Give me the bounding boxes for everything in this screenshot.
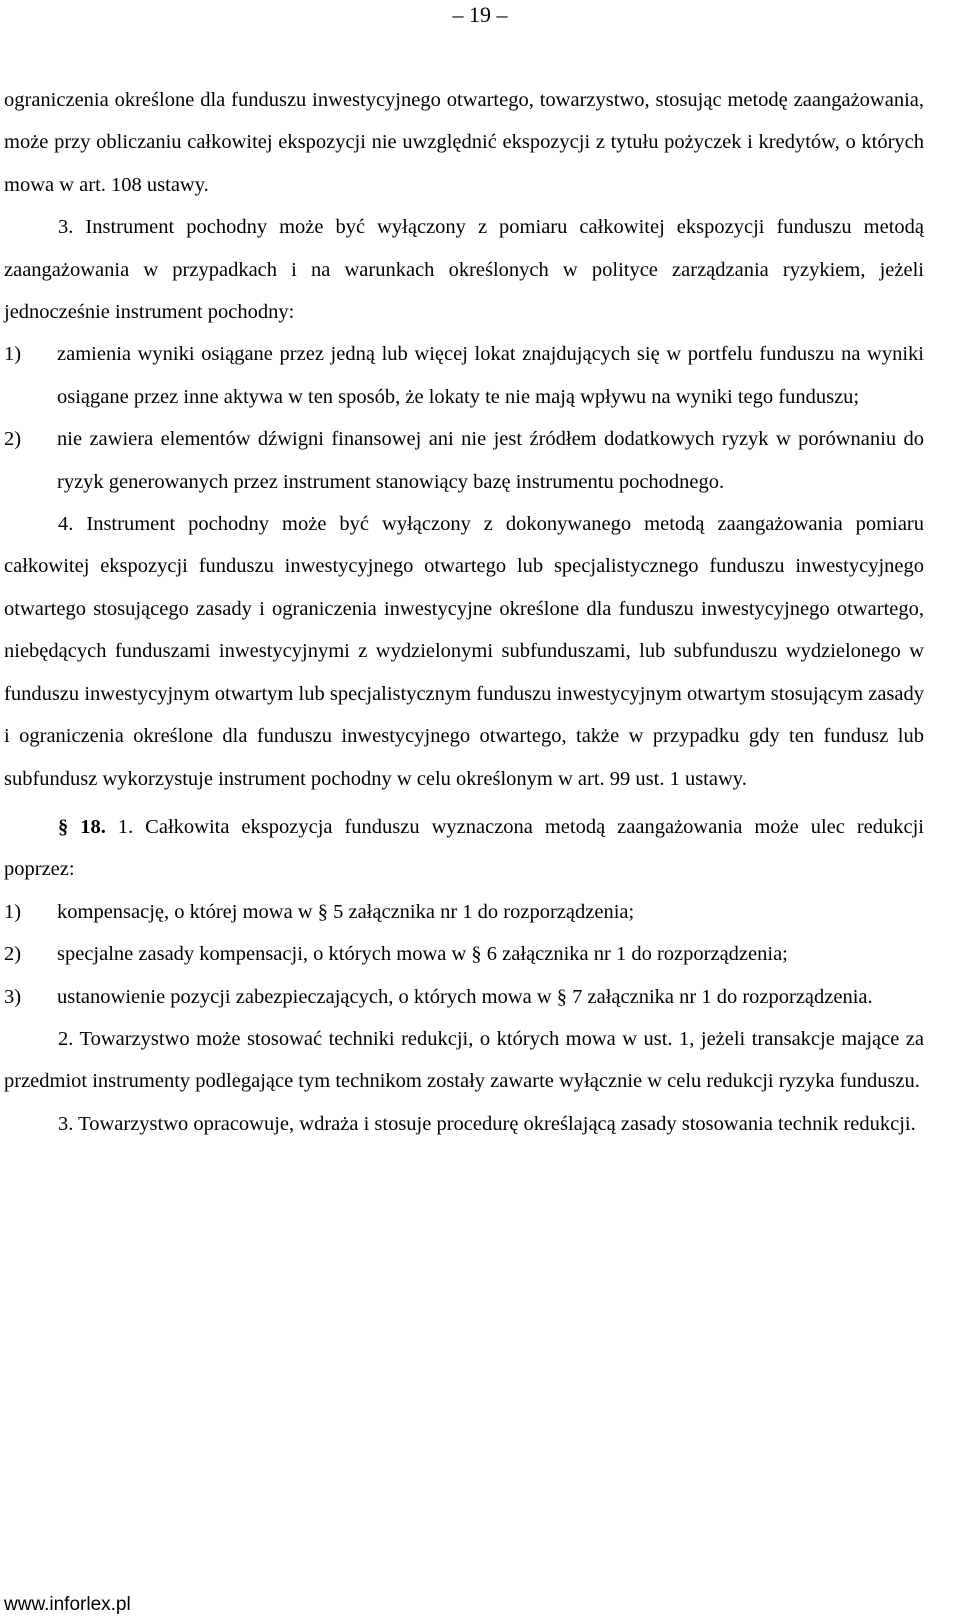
paragraph xyxy=(4,206,924,333)
paragraph xyxy=(4,806,924,891)
footer-url: www.inforlex.pl xyxy=(4,1594,131,1615)
list-item-text: ustanowienie pozycji zabezpieczających, o których mowa w § 7 załącznika nr 1 do rozporządzenia. xyxy=(57,985,873,1008)
list-item xyxy=(4,933,924,975)
list-item-text: nie zawiera elementów dźwigni finansowej ani nie jest źródłem dodatkowych ryzyk w porównaniu do ryzyk generowanych przez instrument stanowiący bazę instrumentu pochodnego. xyxy=(57,428,924,493)
paragraph xyxy=(4,503,924,800)
list-item xyxy=(4,418,924,503)
section-heading: § 18. xyxy=(58,815,106,838)
paragraph-text: 2. Towarzystwo może stosować techniki redukcji, o których mowa w ust. 1, jeżeli transakcje mające za przedmiot instrumenty podlegające tym technikom zostały zawarte wyłącznie w celu redukcji ryzyka funduszu. xyxy=(4,1027,924,1093)
document-body xyxy=(4,79,924,1145)
list-item-number: 2) xyxy=(4,943,22,966)
paragraph xyxy=(4,1103,924,1145)
list-item xyxy=(4,891,924,933)
paragraph-text: ograniczenia określone dla funduszu inwestycyjnego otwartego, towarzystwo, stosując metodę zaangażowania, może przy obliczaniu całkowitej ekspozycji nie uwzględnić ekspozycji z tytułu pożyczek i kredytów, o których mowa w art. 108 ustawy. xyxy=(4,89,924,196)
list-item-text: zamienia wyniki osiągane przez jedną lub więcej lokat znajdujących się w portfelu funduszu na wyniki osiągane przez inne aktywa w ten sposób, że lokaty te nie mają wpływu na wyniki tego funduszu; xyxy=(57,343,924,408)
paragraph-text: 4. Instrument pochodny może być wyłączony z dokonywanego metodą zaangażowania pomiaru całkowitej ekspozycji funduszu inwestycyjnego otwartego lub specjalistycznego funduszu inwestycyjnego otwartego stosującego zasady i ograniczenia inwestycyjne określone dla funduszu inwestycyjnego otwartego, niebędących funduszami inwestycyjnymi z wydzielonymi subfunduszami, lub subfunduszu wydzielonego w funduszu inwestycyjnym otwartym lub specjalistycznym funduszu inwestycyjnym otwartym stosującym zasady i ograniczenia określone dla funduszu inwestycyjnego otwartego, także w przypadku gdy ten fundusz lub subfundusz wykorzystuje instrument pochodny w celu określonym w art. 99 ust. 1 ustawy. xyxy=(4,513,924,790)
list-item-number: 1) xyxy=(4,900,22,923)
paragraph xyxy=(4,1018,924,1103)
paragraph-text: 3. Towarzystwo opracowuje, wdraża i stosuje procedurę określającą zasady stosowania technik redukcji. xyxy=(58,1112,916,1135)
list-item-text: specjalne zasady kompensacji, o których mowa w § 6 załącznika nr 1 do rozporządzenia; xyxy=(57,943,788,966)
list-item-number: 3) xyxy=(4,985,22,1008)
paragraph xyxy=(4,79,924,206)
list-item xyxy=(4,333,924,418)
list-item-text: kompensację, o której mowa w § 5 załącznika nr 1 do rozporządzenia; xyxy=(57,900,635,923)
paragraph-text: 3. Instrument pochodny może być wyłączony z pomiaru całkowitej ekspozycji funduszu metodą zaangażowania w przypadkach i na warunkach określonych w polityce zarządzania ryzykiem, jeżeli jednocześnie instrument pochodny: xyxy=(4,216,924,324)
list-item-number: 2) xyxy=(4,428,22,451)
paragraph-text: 1. Całkowita ekspozycja funduszu wyznaczona metodą zaangażowania może ulec redukcji poprzez: xyxy=(4,815,924,881)
page-number: – 19 – xyxy=(452,2,508,27)
list-item xyxy=(4,976,924,1018)
list-item-number: 1) xyxy=(4,343,22,366)
